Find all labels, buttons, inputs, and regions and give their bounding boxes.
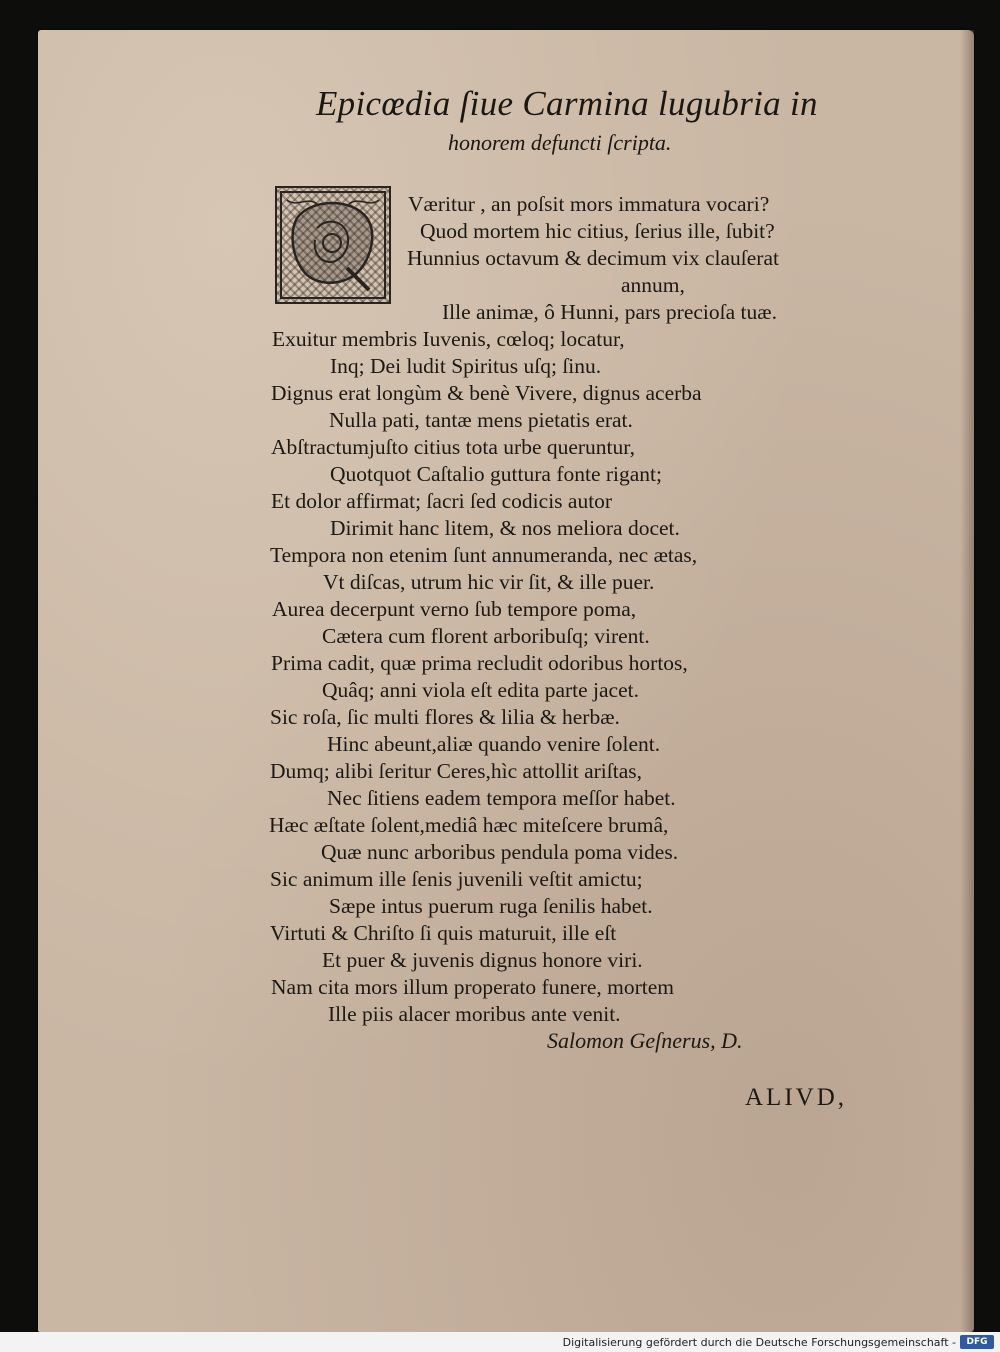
- poem-line: Sic roſa, ſic multi flores & lilia & herbæ.: [270, 705, 620, 729]
- poem-line: Sæpe intus puerum ruga ſenilis habet.: [329, 894, 653, 918]
- poem-line: Exuitur membris Iuvenis, cœloq; locatur,: [272, 327, 625, 351]
- poem-line: Vt diſcas, utrum hic vir ſit, & ille puer.: [323, 570, 655, 594]
- poem-line: Nam cita mors illum properato funere, mortem: [271, 975, 674, 999]
- poem-line: Hunnius octavum & decimum vix clauſerat: [407, 246, 779, 270]
- poem-line: Ille piis alacer moribus ante venit.: [328, 1002, 621, 1026]
- poem-line: Nec ſitiens eadem tempora meſſor habet.: [327, 786, 676, 810]
- poem-line: Hæc æſtate ſolent,mediâ hæc miteſcere brumâ,: [269, 813, 669, 837]
- poem-line: Quæ nunc arboribus pendula poma vides.: [321, 840, 679, 864]
- poem-line: Quotquot Caſtalio guttura fonte rigant;: [330, 462, 662, 486]
- poem-line: Væritur , an poſsit mors immatura vocari?: [408, 192, 770, 216]
- poem-line: Dignus erat longùm & benè Vivere, dignus acerba: [271, 381, 702, 405]
- footer-credit: Digitalisierung gefördert durch die Deutsche Forschungsgemeinschaft -: [562, 1336, 956, 1349]
- poem-line: Virtuti & Chriſto ſi quis maturuit, ille eſt: [270, 921, 617, 945]
- poem-line: Aurea decerpunt verno ſub tempore poma,: [272, 597, 637, 621]
- poem-line: Inq; Dei ludit Spiritus uſq; ſinu.: [330, 354, 602, 378]
- poem-line: Dumq; alibi ſeritur Ceres,hìc attollit ariſtas,: [270, 759, 642, 783]
- poem-line: annum,: [621, 273, 685, 297]
- poem-line: Quod mortem hic citius, ſerius ille, ſubit?: [420, 219, 775, 243]
- poem-line: Tempora non etenim ſunt annumeranda, nec ætas,: [270, 543, 698, 567]
- poem-line: Abſtractumjuſto citius tota urbe queruntur,: [271, 435, 635, 459]
- poem-line: Hinc abeunt,aliæ quando venire ſolent.: [327, 732, 661, 756]
- decorated-initial: [275, 186, 391, 304]
- poem-line: Sic animum ille ſenis juvenili veſtit amictu;: [270, 867, 643, 891]
- poem-line: Et puer & juvenis dignus honore viri.: [322, 948, 643, 972]
- dfg-logo-icon: DFG: [960, 1335, 994, 1349]
- poem-line: Quâq; anni viola eſt edita parte jacet.: [322, 678, 639, 702]
- page-edge-shadow: [960, 30, 974, 1332]
- poem-line: Prima cadit, quæ prima recludit odoribus hortos,: [271, 651, 688, 675]
- poem-line: Nulla pati, tantæ mens pietatis erat.: [329, 408, 633, 432]
- catchword: ALIVD,: [745, 1084, 848, 1111]
- poem-line: Cætera cum florent arboribuſq; virent.: [322, 624, 650, 648]
- poem-line: Et dolor affirmat; ſacri ſed codicis autor: [271, 489, 613, 513]
- author-signature: Salomon Geſnerus, D.: [547, 1028, 743, 1053]
- poem-line: Ille animæ, ô Hunni, pars precioſa tuæ.: [442, 300, 777, 324]
- poem-line: Dirimit hanc litem, & nos meliora docet.: [330, 516, 680, 540]
- page-title: Epicœdia ſiue Carmina lugubria in: [316, 84, 818, 123]
- page-subtitle: honorem defuncti ſcripta.: [448, 130, 672, 155]
- footer-bar: [0, 1332, 1000, 1352]
- ornament-icon: [277, 188, 389, 302]
